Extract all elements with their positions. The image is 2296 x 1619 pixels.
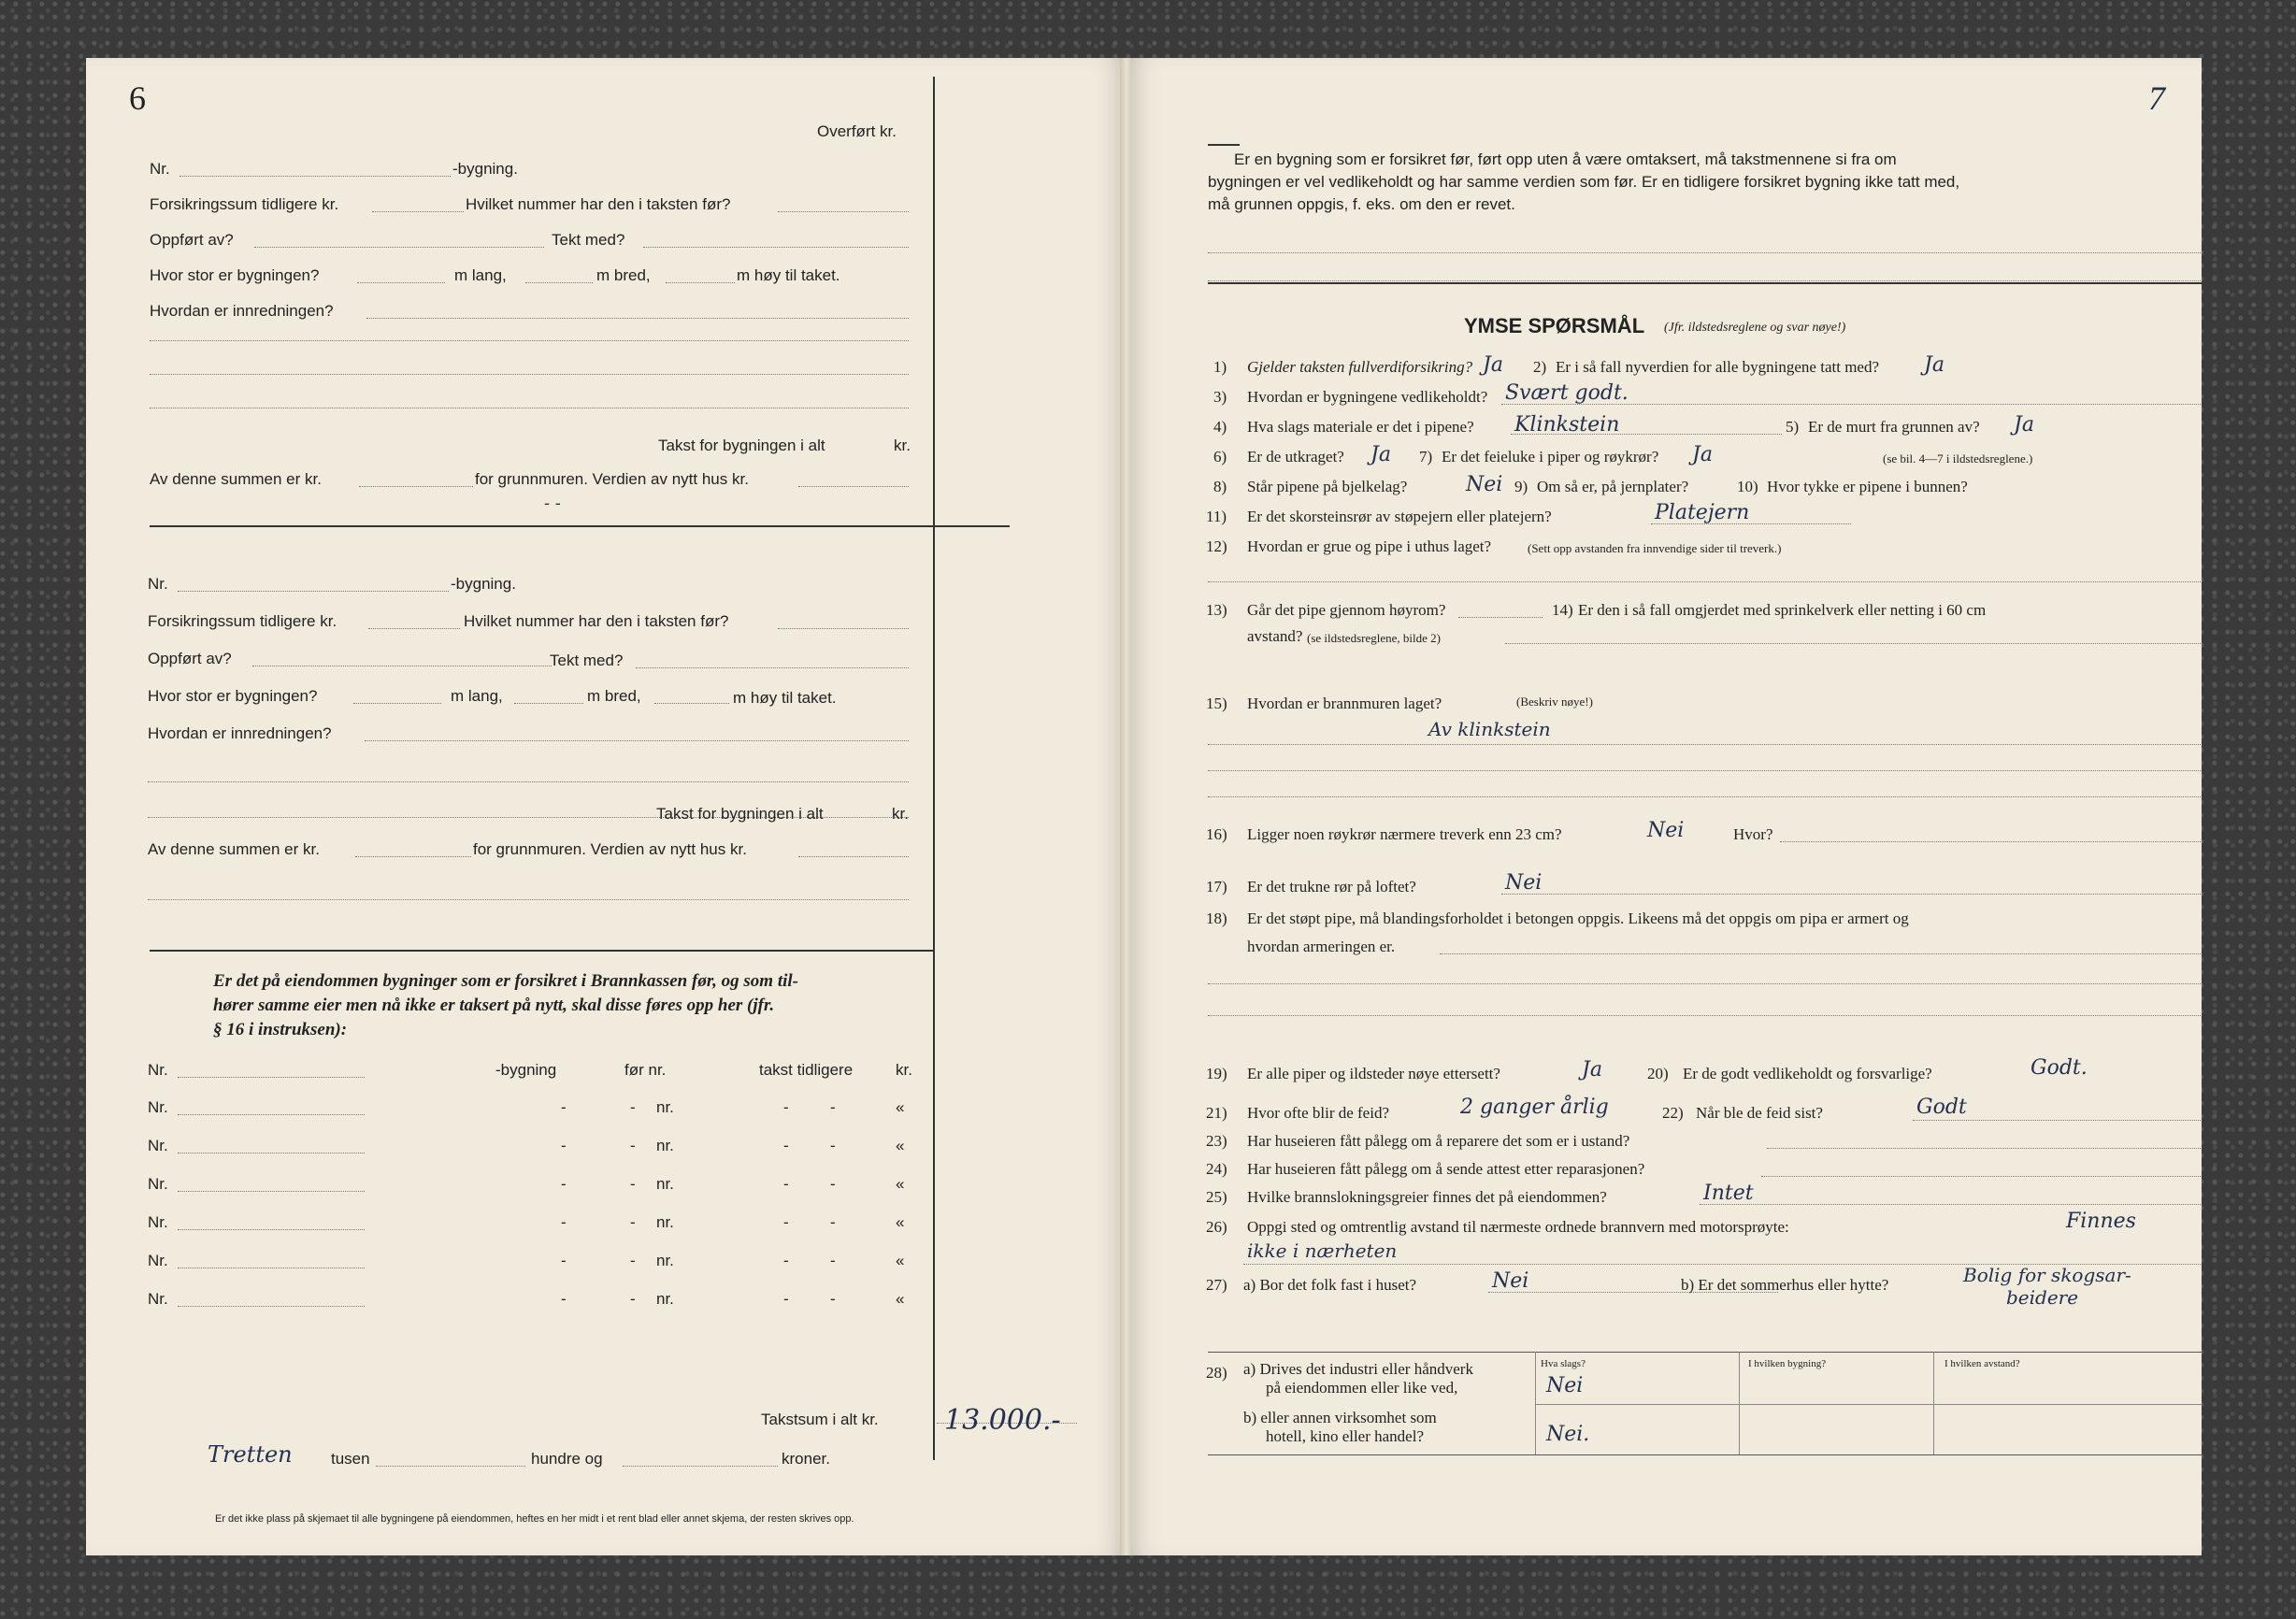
oppfort-label: Oppført av? [150,231,234,249]
table-cell-a: - [561,1137,567,1154]
q17-answer: Nei [1505,871,1543,895]
table-cell-nr: Nr. [148,1213,168,1231]
right-page [1131,58,2202,1555]
table-cell-c: nr. [656,1252,674,1269]
q27b-answer: Bolig for skogsar- [1963,1264,2131,1286]
q28a-text: a) Drives det industri eller håndverk [1243,1360,1473,1378]
table-cell-q: « [896,1098,905,1116]
q23-field[interactable] [1767,1148,2202,1149]
q-number: 28) [1206,1364,1227,1382]
q6-answer: Ja [1370,443,1391,466]
grunnmur-field[interactable] [355,856,471,857]
q8-answer: Nei [1466,473,1503,496]
intro-line: må grunnen oppgis, f. eks. om den er revet. [1208,195,1515,213]
q5-text: Er de murt fra grunnen av? [1808,418,1980,436]
q27b-text: b) Er det sommerhus eller hytte? [1681,1276,1889,1294]
page-number: 6 [129,79,146,117]
q3-text: Hvordan er bygningene vedlikeholdt? [1247,388,1488,406]
q3-field[interactable] [1501,404,2202,405]
innredning-line-3[interactable] [150,374,909,375]
q15-text: Hvordan er brannmuren laget? [1247,695,1442,712]
takst-header: takst tidligere [759,1061,854,1079]
q28-col [1933,1352,1934,1454]
table-cell-c: nr. [656,1175,674,1193]
q28b-text-cont: hotell, kino eller handel? [1266,1427,1424,1445]
table-cell-e: - [830,1252,836,1269]
q28b-text: b) eller annen virksomhet som [1243,1409,1437,1426]
q21-text: Hvor ofte blir de feid? [1247,1104,1389,1122]
hvilket-label: Hvilket nummer har den i taksten før? [466,195,731,213]
table-cell-a: - [561,1098,567,1116]
q17-field[interactable] [1501,894,2202,895]
table-cell-e: - [830,1137,836,1154]
q-number: 12) [1206,537,1227,555]
for-nr-header: før nr. [624,1061,667,1079]
tusen-label: tusen [331,1450,370,1468]
q4-answer: Klinkstein [1514,413,1620,437]
lang-field[interactable] [357,282,445,283]
section-heading: YMSE SPØRSMÅL [1464,314,1645,337]
tekt-label: Tekt med? [550,652,624,669]
q13-text: Går det pipe gjennom høyrom? [1247,601,1446,619]
table-cell-q: « [896,1175,905,1193]
q1-text: Gjelder taksten fullverdiforsikring? [1247,358,1473,376]
table-cell-e: - [830,1213,836,1231]
oppfort-label: Oppført av? [148,650,232,667]
note-line: hører samme eier men nå ikke er taksert på nytt, skal disse føres opp her (jfr. [213,996,775,1015]
q25-answer: Intet [1703,1182,1754,1205]
m-bred-label: m bred, [587,687,641,705]
table-cell-b: - [630,1213,636,1231]
bred-field[interactable] [525,282,593,283]
q28-header-hva: Hva slags? [1541,1358,1586,1369]
q-number: 10) [1737,478,1758,495]
q12-text: Hvordan er grue og pipe i uthus laget? [1247,537,1492,555]
table-cell-nr: Nr. [148,1175,168,1193]
q-number: 13) [1206,601,1227,619]
q15-note: (Beskriv nøye!) [1516,695,1593,709]
bygning-label: -bygning. [452,160,518,178]
hvilket-field[interactable] [778,211,909,212]
kroner-label: kroner. [782,1450,830,1468]
q19-answer: Ja [1582,1058,1602,1082]
q28-bottom-line [1208,1454,2202,1455]
q15-answer: Av klinkstein [1428,718,1551,740]
table-cell-q: « [896,1290,905,1308]
q15-field[interactable] [1208,744,2202,745]
q-number: 20) [1647,1065,1669,1082]
q18-text-cont: hvordan armeringen er. [1247,938,1396,955]
verdi-field[interactable] [798,486,909,487]
q-number: 26) [1206,1218,1227,1236]
hand-mark: - - [544,494,561,513]
q24-field[interactable] [1761,1176,2202,1177]
forsikring-field[interactable] [368,628,460,629]
q-number: 22) [1662,1104,1684,1122]
tekt-field[interactable] [643,247,909,248]
q10-text: Hvor tykke er pipene i bunnen? [1767,478,1968,495]
q28a-answer: Nei [1546,1374,1584,1397]
table-cell-c: nr. [656,1098,674,1116]
table-cell-a: - [561,1290,567,1308]
intro-line-field[interactable] [1208,280,2202,281]
q16-text: Ligger noen røykrør nærmere treverk enn 23 cm? [1247,825,1562,843]
q-number: 15) [1206,695,1227,712]
q26-answer-cont: ikke i nærheten [1247,1239,1398,1262]
overfort-label: Overført kr. [817,122,897,140]
q-number: 16) [1206,825,1227,843]
q21-answer: 2 ganger årlig [1460,1096,1609,1119]
q27b-answer-cont: beidere [2006,1286,2079,1309]
table-cell-c: nr. [656,1290,674,1308]
table-cell-b: - [630,1252,636,1269]
q1-answer: Ja [1483,353,1503,377]
m-bred-label: m bred, [596,266,651,284]
hvor-stor-label: Hvor stor er bygningen? [148,687,318,705]
verdi-field[interactable] [798,856,909,857]
q-number: 21) [1206,1104,1227,1122]
av-denne-label: Av denne summen er kr. [150,470,322,488]
table-cell-d: - [783,1175,789,1193]
q16-hvor: Hvor? [1733,825,1773,843]
hvor-stor-label: Hvor stor er bygningen? [150,266,320,284]
q18-field[interactable] [1208,1015,2202,1016]
innredning-field[interactable] [366,318,909,319]
nr-field[interactable] [178,1077,365,1078]
hoy-field[interactable] [666,282,735,283]
grunnmur-label: for grunnmuren. Verdien av nytt hus kr. [473,840,747,858]
divider [1208,282,2202,284]
q28-mid-line [1535,1404,2202,1405]
note-line: Er det på eiendommen bygninger som er forsikret i Brannkassen før, og som til- [213,971,798,991]
bygning-label: -bygning. [451,575,516,593]
m-hoy-label: m høy til taket. [733,689,837,707]
q5-answer: Ja [2014,413,2034,437]
q-number: 7) [1419,448,1433,466]
bred-field[interactable] [514,703,583,704]
table-cell-e: - [830,1290,836,1308]
hundre-field[interactable] [376,1466,525,1467]
q15-field[interactable] [1208,770,2202,771]
q-number: 3) [1213,388,1227,406]
innredning-label: Hvordan er innredningen? [148,724,332,742]
q28a-text-cont: på eiendommen eller like ved, [1266,1379,1458,1397]
amount-column-line [933,77,935,1460]
amount-in-words: Tretten [208,1441,293,1468]
table-cell-b: - [630,1290,636,1308]
q-number: 8) [1213,478,1227,495]
q23-text: Har huseieren fått pålegg om å reparere det som er i ustand? [1247,1132,1630,1150]
q22-text: Når ble de feid sist? [1696,1104,1823,1122]
q11-text: Er det skorsteinsrør av støpejern eller platejern? [1247,508,1552,525]
q17-text: Er det trukne rør på loftet? [1247,878,1416,895]
table-row-field[interactable] [178,1114,365,1115]
takst-kr: kr. [892,805,909,823]
q25-text: Hvilke brannslokningsgreier finnes det på eiendommen? [1247,1188,1607,1206]
table-cell-b: - [630,1175,636,1193]
takst-label: Takst for bygningen i alt [658,437,825,454]
q16-answer: Nei [1647,819,1685,842]
q-number: 11) [1206,508,1227,525]
q-number: 18) [1206,910,1227,927]
table-cell-b: - [630,1137,636,1154]
q-number: 2) [1533,358,1547,376]
note-line: § 16 i instruksen): [213,1020,348,1039]
m-hoy-label: m høy til taket. [737,266,840,284]
q28-header-bygning: I hvilken bygning? [1748,1358,1827,1369]
tekt-field[interactable] [636,667,909,668]
q-number: 23) [1206,1132,1227,1150]
intro-line-field[interactable] [1208,252,2202,253]
table-cell-d: - [783,1213,789,1231]
extra-line[interactable] [148,899,909,900]
kroner-field[interactable] [623,1466,778,1467]
q14-field[interactable] [1505,643,2202,644]
lang-field[interactable] [353,703,441,704]
table-cell-a: - [561,1175,567,1193]
m-lang-label: m lang, [451,687,503,705]
q11-field[interactable] [1651,523,1851,524]
q2-answer: Ja [1924,353,1944,377]
q12-note: (Sett opp avstanden fra innvendige sider til treverk.) [1528,541,1782,555]
q-number: 4) [1213,418,1227,436]
table-cell-b: - [630,1098,636,1116]
q28-col [1739,1352,1740,1454]
q28b-answer: Nei. [1546,1423,1590,1446]
q24-text: Har huseieren fått pålegg om å sende attest etter reparasjonen? [1247,1160,1645,1178]
q7-text: Er det feieluke i piper og røykrør? [1442,448,1659,466]
innredning-field[interactable] [365,740,909,741]
q18-text: Er det støpt pipe, må blandingsforholdet i betongen oppgis. Likeens må det oppgis om pipa er armert og [1247,910,1909,927]
q18-field[interactable] [1440,953,2202,954]
table-cell-d: - [783,1252,789,1269]
q-number: 9) [1514,478,1528,495]
q-number: 6) [1213,448,1227,466]
q28-top-line [1208,1352,2202,1353]
q9-text: Om så er, på jernplater? [1537,478,1689,495]
nr-header: Nr. [148,1061,168,1079]
q-number: 14) [1552,601,1573,619]
divider [150,525,1010,527]
q-number: 17) [1206,878,1227,895]
q-number: 25) [1206,1188,1227,1206]
q28-col [1535,1352,1536,1454]
grunnmur-label: for grunnmuren. Verdien av nytt hus kr. [475,470,749,488]
bygning-header: -bygning [495,1061,557,1079]
table-cell-d: - [783,1290,789,1308]
q4-text: Hva slags materiale er det i pipene? [1247,418,1474,436]
table-cell-q: « [896,1137,905,1154]
q13-field[interactable] [1458,617,1543,618]
takst-kr: kr. [894,437,911,454]
table-cell-a: - [561,1213,567,1231]
nr-field[interactable] [179,176,451,177]
kr-header: kr. [896,1061,912,1079]
tekt-label: Tekt med? [552,231,625,249]
table-cell-d: - [783,1098,789,1116]
q22-answer: Godt [1916,1096,1967,1119]
hvilket-label: Hvilket nummer har den i taksten før? [464,612,729,630]
q25-field[interactable] [1700,1204,2202,1205]
nr-label: Nr. [148,575,168,593]
nr-field[interactable] [178,591,449,592]
table-cell-c: nr. [656,1213,674,1231]
q14-note: (se ildstedsreglene, bilde 2) [1307,631,1441,645]
table-row-field[interactable] [178,1306,365,1307]
table-cell-e: - [830,1175,836,1193]
table-cell-nr: Nr. [148,1098,168,1116]
q27a-text: a) Bor det folk fast i huset? [1243,1276,1417,1294]
q6-text: Er de utkraget? [1247,448,1344,466]
q22-field[interactable] [1913,1120,2202,1121]
q-number: 27) [1206,1276,1227,1294]
innredning-line-2[interactable] [150,340,909,341]
q-number: 1) [1213,358,1227,376]
table-cell-q: « [896,1213,905,1231]
grunnmur-field[interactable] [359,486,473,487]
q4-field[interactable] [1511,434,1782,435]
q-number: 19) [1206,1065,1227,1082]
q7-note: (se bil. 4—7 i ildstedsreglene.) [1883,451,2033,466]
q2-text: Er i så fall nyverdien for alle bygningene tatt med? [1556,358,1880,376]
table-cell-a: - [561,1252,567,1269]
footer-note: Er det ikke plass på skjemaet til alle bygningene på eiendommen, heftes en her midt i et rent blad eller annet skjema, der resten skrives opp. [215,1513,854,1525]
takst-label: Takst for bygningen i alt [656,805,824,823]
forsikring-field[interactable] [372,211,464,212]
av-denne-label: Av denne summen er kr. [148,840,320,858]
table-cell-nr: Nr. [148,1137,168,1154]
intro-line: bygningen er vel vedlikeholdt og har samme verdien som før. Er en tidligere forsikret bygning ikke tatt med, [1208,173,1960,191]
q14-text: Er den i så fall omgjerdet med sprinkelverk eller netting i 60 cm [1578,601,1987,619]
left-page [86,58,1122,1555]
hoy-field[interactable] [654,703,729,704]
takstsum-value: 13.000.- [944,1404,1061,1437]
page-number: 7 [2148,79,2165,117]
q19-text: Er alle piper og ildsteder nøye ettersett? [1247,1065,1500,1082]
oppfort-field[interactable] [254,247,544,248]
q7-answer: Ja [1692,443,1713,466]
table-cell-e: - [830,1098,836,1116]
table-row-field[interactable] [178,1191,365,1192]
intro-line: Er en bygning som er forsikret før, ført opp uten å være omtaksert, må takstmennene si fra om [1234,150,1897,168]
q20-answer: Godt. [2031,1056,2088,1080]
forsikring-label: Forsikringssum tidligere kr. [148,612,337,630]
table-cell-c: nr. [656,1137,674,1154]
table-cell-nr: Nr. [148,1290,168,1308]
section-heading-note: (Jfr. ildstedsreglene og svar nøye!) [1664,321,1846,335]
intro-mark [1208,144,1240,146]
takstsum-label: Takstsum i alt kr. [761,1411,879,1428]
innredning-line-2[interactable] [148,781,909,782]
forsikring-label: Forsikringssum tidligere kr. [150,195,339,213]
table-cell-nr: Nr. [148,1252,168,1269]
q16-field[interactable] [1780,841,2202,842]
q-number: 5) [1786,418,1800,436]
hundre-label: hundre og [531,1450,603,1468]
q14-text-cont: avstand? [1247,627,1303,645]
q20-text: Er de godt vedlikeholdt og forsvarlige? [1683,1065,1932,1082]
table-cell-d: - [783,1137,789,1154]
q12-field[interactable] [1208,581,2202,582]
divider [150,950,935,952]
q28-header-avstand: I hvilken avstand? [1944,1358,2020,1369]
q3-answer: Svært godt. [1505,381,1629,405]
table-cell-q: « [896,1252,905,1269]
q18-field[interactable] [1208,983,2202,984]
q26-answer: Finnes [2066,1210,2136,1233]
q11-answer: Platejern [1655,501,1750,524]
q15-field[interactable] [1208,796,2202,797]
table-row-field[interactable] [178,1229,365,1230]
hvilket-field[interactable] [778,628,909,629]
innredning-label: Hvordan er innredningen? [150,302,334,320]
q-number: 24) [1206,1160,1227,1178]
q27a-answer: Nei [1492,1269,1529,1293]
m-lang-label: m lang, [454,266,507,284]
nr-label: Nr. [150,160,170,178]
q26-text: Oppgi sted og omtrentlig avstand til nærmeste ordnede brannvern med motorsprøyte: [1247,1218,1789,1236]
q8-text: Står pipene på bjelkelag? [1247,478,1408,495]
